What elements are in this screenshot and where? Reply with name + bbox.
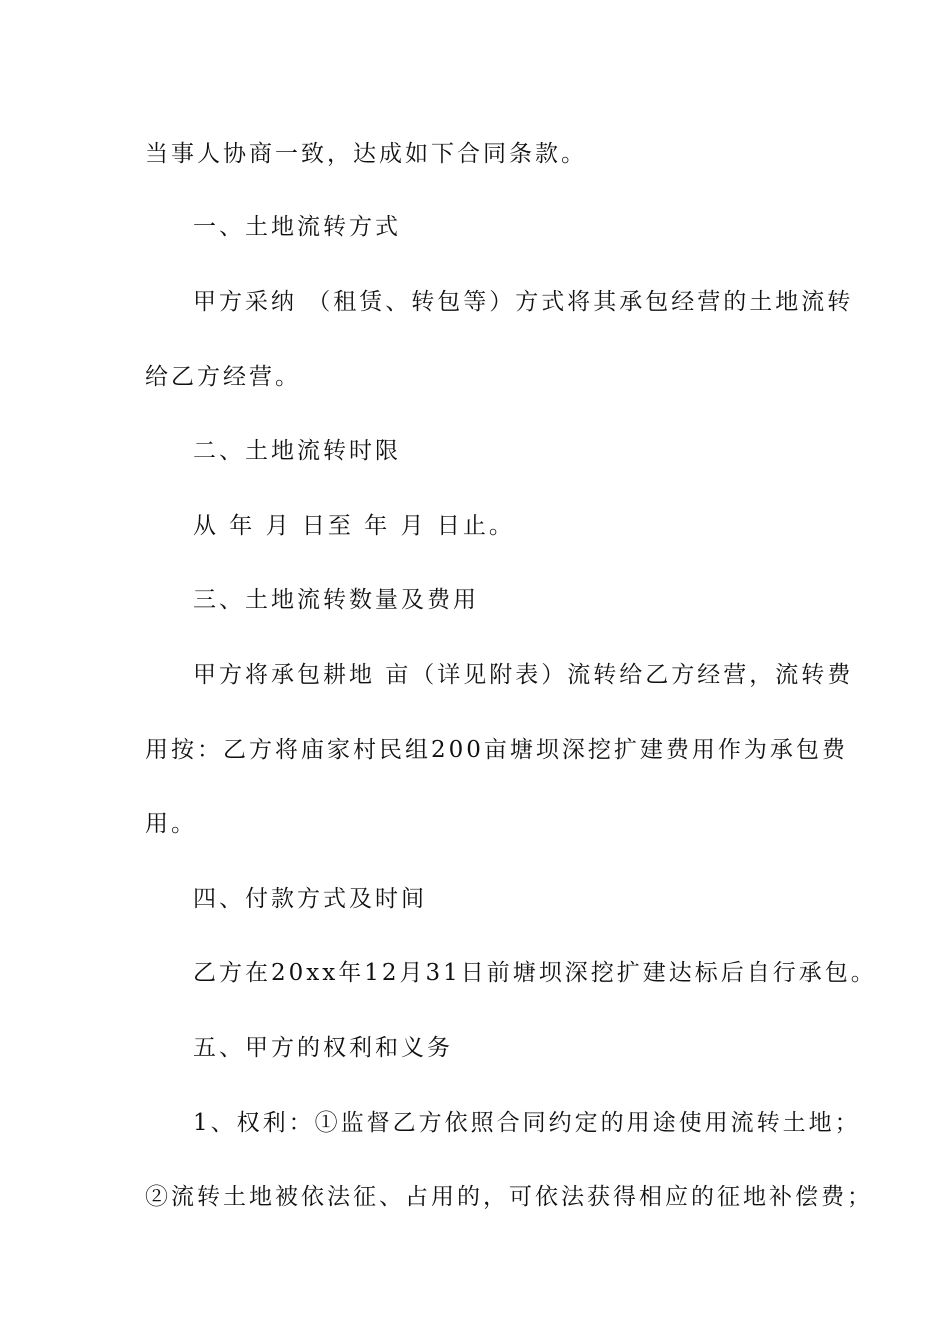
text-line: 1、权利：①监督乙方依照合同约定的用途使用流转土地； <box>193 1110 861 1136</box>
text-line: 用按：乙方将庙家村民组200亩塘坝深挖扩建费用作为承包费 <box>145 737 848 763</box>
section-heading-2: 二、土地流转时限 <box>193 438 401 464</box>
text-line: 当事人协商一致，达成如下合同条款。 <box>145 141 587 167</box>
text-line: 给乙方经营。 <box>145 364 301 390</box>
text-line: 甲方采纳 （租赁、转包等）方式将其承包经营的土地流转 <box>193 289 854 315</box>
text-line: 用。 <box>145 811 197 837</box>
text-line: 甲方将承包耕地 亩（详见附表）流转给乙方经营，流转费 <box>193 662 854 688</box>
section-heading-3: 三、土地流转数量及费用 <box>193 587 479 613</box>
section-heading-5: 五、甲方的权利和义务 <box>193 1035 453 1061</box>
text-line: 乙方在20xx年12月31日前塘坝深挖扩建达标后自行承包。 <box>193 960 877 986</box>
section-heading-4: 四、付款方式及时间 <box>193 886 427 912</box>
section-heading-1: 一、土地流转方式 <box>193 214 401 240</box>
text-line: ②流转土地被依法征、占用的，可依法获得相应的征地补偿费； <box>145 1184 873 1210</box>
text-line: 从 年 月 日至 年 月 日止。 <box>193 513 515 539</box>
